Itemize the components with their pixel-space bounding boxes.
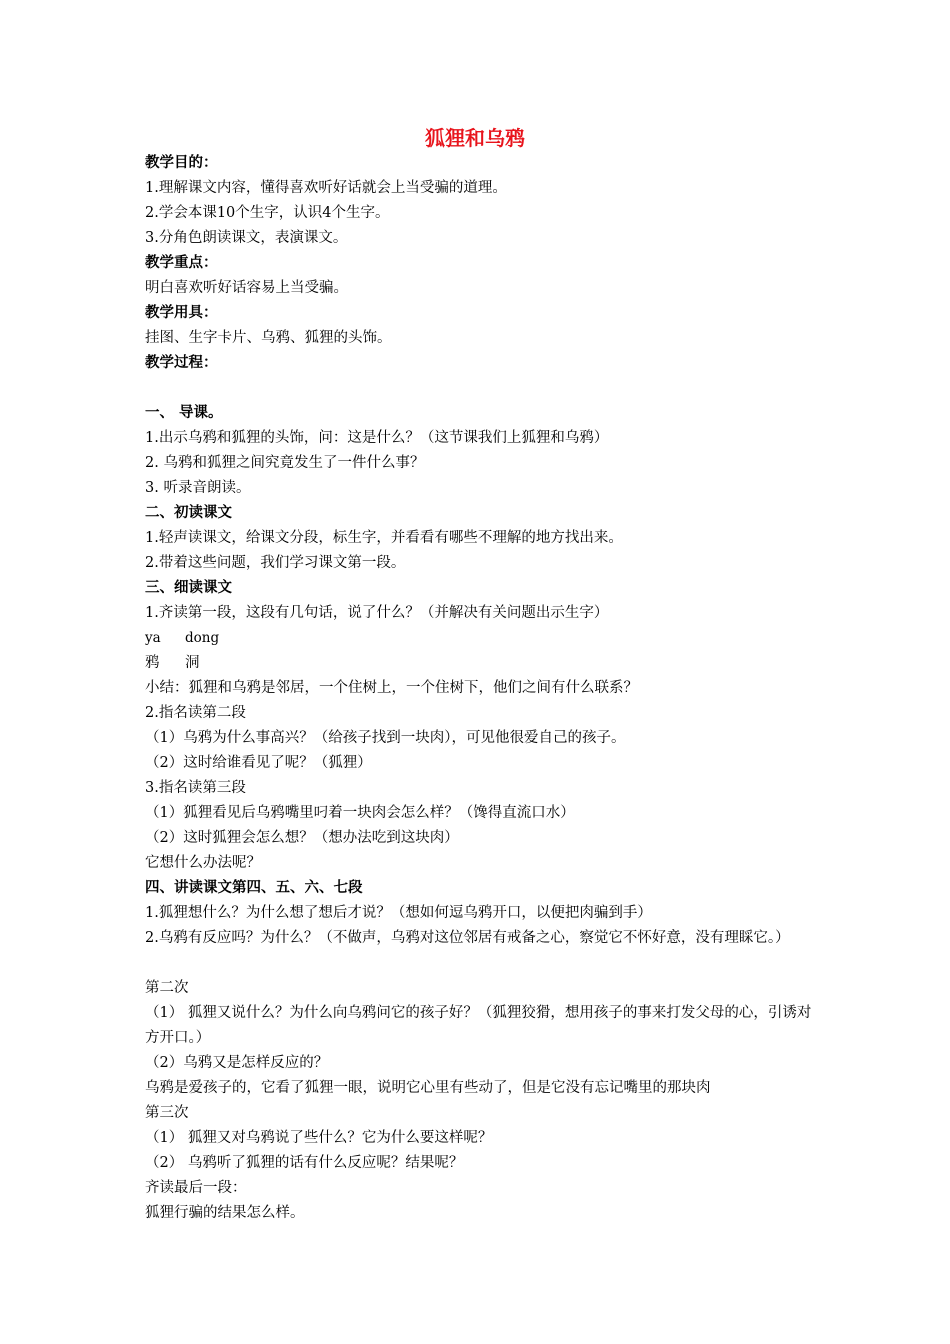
section-heading: 一、 导课。 <box>145 405 223 421</box>
body-line: （2）这时给谁看见了呢？（狐狸） <box>145 755 372 771</box>
body-line: （1） 狐狸又对乌鸦说了些什么？它为什么要这样呢？ <box>145 1130 493 1146</box>
section-heading: 三、细读课文 <box>145 580 232 596</box>
body-line: 3.指名读第三段 <box>145 780 246 796</box>
body-line: 1.狐狸想什么？为什么想了想后才说？（想如何逗乌鸦开口，以便把肉骗到手） <box>145 905 652 921</box>
body-line: （2） 乌鸦听了狐狸的话有什么反应呢？结果呢？ <box>145 1155 464 1171</box>
body-line: 狐狸行骗的结果怎么样。 <box>145 1205 305 1221</box>
body-line: （1）乌鸦为什么事高兴？（给孩子找到一块肉），可见他很爱自己的孩子。 <box>145 730 626 746</box>
body-line: 第三次 <box>145 1105 189 1121</box>
vocab-char: 鸦 <box>145 655 160 671</box>
body-line: 小结：狐狸和乌鸦是邻居，一个住树上，一个住树下，他们之间有什么联系？ <box>145 680 638 696</box>
body-line: 2.指名读第二段 <box>145 705 246 721</box>
body-line: 2.学会本课10个生字，认识4个生字。 <box>145 205 390 221</box>
body-line: （2）这时狐狸会怎么想？（想办法吃到这块肉） <box>145 830 459 846</box>
vocab-char-row <box>145 651 815 676</box>
body-line: 齐读最后一段： <box>145 1180 247 1196</box>
body-line: 2. 乌鸦和狐狸之间究竟发生了一件什么事？ <box>145 455 425 471</box>
body-line: 它想什么办法呢？ <box>145 855 261 871</box>
body-line: 1.齐读第一段，这段有几句话，说了什么？（并解决有关问题出示生字） <box>145 605 609 621</box>
body-line: （1）狐狸看见后乌鸦嘴里叼着一块肉会怎么样？（馋得直流口水） <box>145 805 575 821</box>
body-line: 1.轻声读课文，给课文分段，标生字，并看看有哪些不理解的地方找出来。 <box>145 530 623 546</box>
body-line: 2.带着这些问题，我们学习课文第一段。 <box>145 555 406 571</box>
section-heading: 二、初读课文 <box>145 505 232 521</box>
body-line: 3. 听录音朗读。 <box>145 480 251 496</box>
body-line: 1.理解课文内容，懂得喜欢听好话就会上当受骗的道理。 <box>145 180 507 196</box>
section-heading: 教学重点： <box>145 255 218 271</box>
body-line: 1.出示乌鸦和狐狸的头饰，问：这是什么？（这节课我们上狐狸和乌鸦） <box>145 430 609 446</box>
body-paragraph: （1） 狐狸又说什么？为什么向乌鸦问它的孩子好？（狐狸狡猾，想用孩子的事来打发父母的心，引诱对方开口。） <box>145 1005 812 1046</box>
body-line: 第二次 <box>145 980 189 996</box>
body-line: 明白喜欢听好话容易上当受骗。 <box>145 280 348 296</box>
pinyin-item: dong <box>185 630 220 646</box>
body-line: 乌鸦是爱孩子的，它看了狐狸一眼，说明它心里有些动了，但是它没有忘记嘴里的那块肉 <box>145 1080 711 1096</box>
body-line: 3.分角色朗读课文，表演课文。 <box>145 230 348 246</box>
blank-line <box>145 376 815 401</box>
section-heading: 教学用具： <box>145 305 218 321</box>
document-body <box>145 151 815 1226</box>
body-paragraph: 2.乌鸦有反应吗？为什么？（不做声，乌鸦对这位邻居有戒备之心，察觉它不怀好意，没有理睬它。） <box>145 930 790 946</box>
section-heading: 教学过程： <box>145 355 218 371</box>
section-heading: 四、讲读课文第四、五、六、七段 <box>145 880 363 896</box>
vocab-char: 洞 <box>185 655 200 671</box>
section-heading: 教学目的： <box>145 155 218 171</box>
pinyin-row <box>145 626 815 651</box>
body-line: （2）乌鸦又是怎样反应的？ <box>145 1055 329 1071</box>
document-title: 狐狸和乌鸦 <box>425 126 525 150</box>
body-line: 挂图、生字卡片、乌鸦、狐狸的头饰。 <box>145 330 392 346</box>
pinyin-item: ya <box>145 630 161 646</box>
